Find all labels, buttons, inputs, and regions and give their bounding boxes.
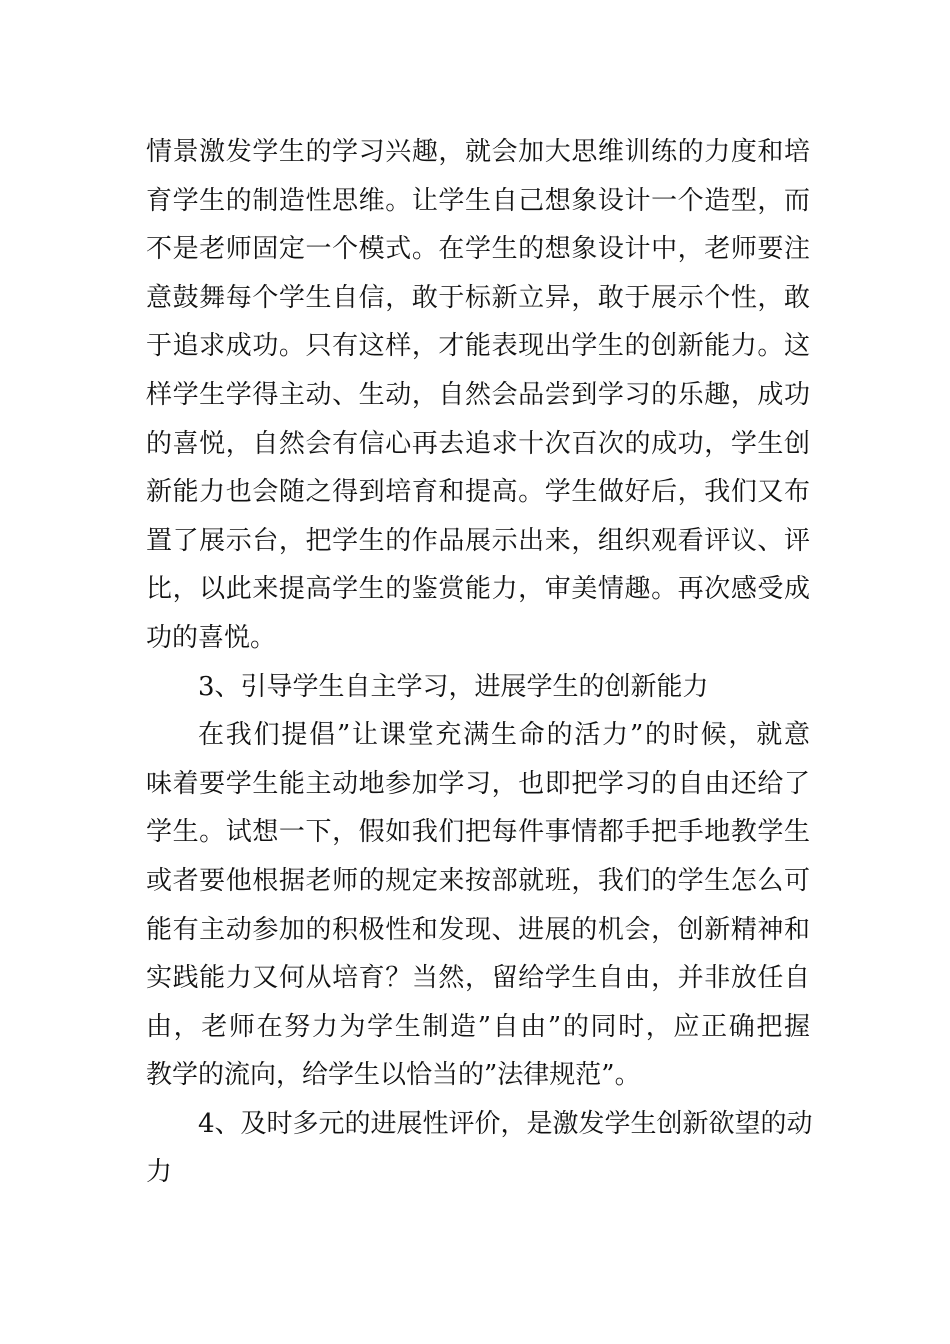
paragraph-line: 由，老师在努力为学生制造”自由”的同时，应正确把握 xyxy=(146,1011,810,1042)
paragraph-line: 比，以此来提高学生的鉴赏能力，审美情趣。再次感受成 xyxy=(146,574,810,605)
paragraph-line: 意鼓舞每个学生自信，敢于标新立异，敢于展示个性，敢 xyxy=(146,282,810,313)
paragraph-line: 教学的流向，给学生以恰当的”法律规范”。 xyxy=(146,1060,641,1091)
paragraph-line: 情景激发学生的学习兴趣，就会加大思维训练的力度和培 xyxy=(146,137,810,167)
section-heading: 4、及时多元的进展性评价，是激发学生创新欲望的动 xyxy=(198,1108,813,1139)
paragraph-line: 能有主动参加的积极性和发现、进展的机会，创新精神和 xyxy=(146,914,810,945)
paragraph-line: 功的喜悦。 xyxy=(146,622,277,653)
paragraph-line: 于追求成功。只有这样，才能表现出学生的创新能力。这 xyxy=(146,331,810,362)
section-heading: 3、引导学生自主学习，进展学生的创新能力 xyxy=(198,671,709,702)
paragraph-line: 学生。试想一下，假如我们把每件事情都手把手地教学生 xyxy=(146,817,810,848)
paragraph-line: 在我们提倡”让课堂充满生命的活力”的时候，就意 xyxy=(198,720,810,751)
paragraph-line: 新能力也会随之得到培育和提高。学生做好后，我们又布 xyxy=(146,477,810,508)
paragraph-line: 或者要他根据老师的规定来按部就班，我们的学生怎么可 xyxy=(146,865,810,896)
paragraph-line: 育学生的制造性思维。让学生自己想象设计一个造型，而 xyxy=(146,185,810,216)
paragraph-line: 的喜悦，自然会有信心再去追求十次百次的成功，学生创 xyxy=(146,428,810,459)
section-heading-continuation: 力 xyxy=(146,1157,173,1188)
paragraph-line: 置了展示台，把学生的作品展示出来，组织观看评议、评 xyxy=(146,525,810,556)
paragraph-line: 味着要学生能主动地参加学习，也即把学习的自由还给了 xyxy=(146,768,810,799)
paragraph-line: 不是老师固定一个模式。在学生的想象设计中，老师要注 xyxy=(146,234,810,265)
document-body xyxy=(146,128,813,1197)
paragraph-line: 样学生学得主动、生动，自然会品尝到学习的乐趣，成功 xyxy=(146,379,810,410)
paragraph-line: 实践能力又何从培育？当然，留给学生自由，并非放任自 xyxy=(146,963,810,994)
